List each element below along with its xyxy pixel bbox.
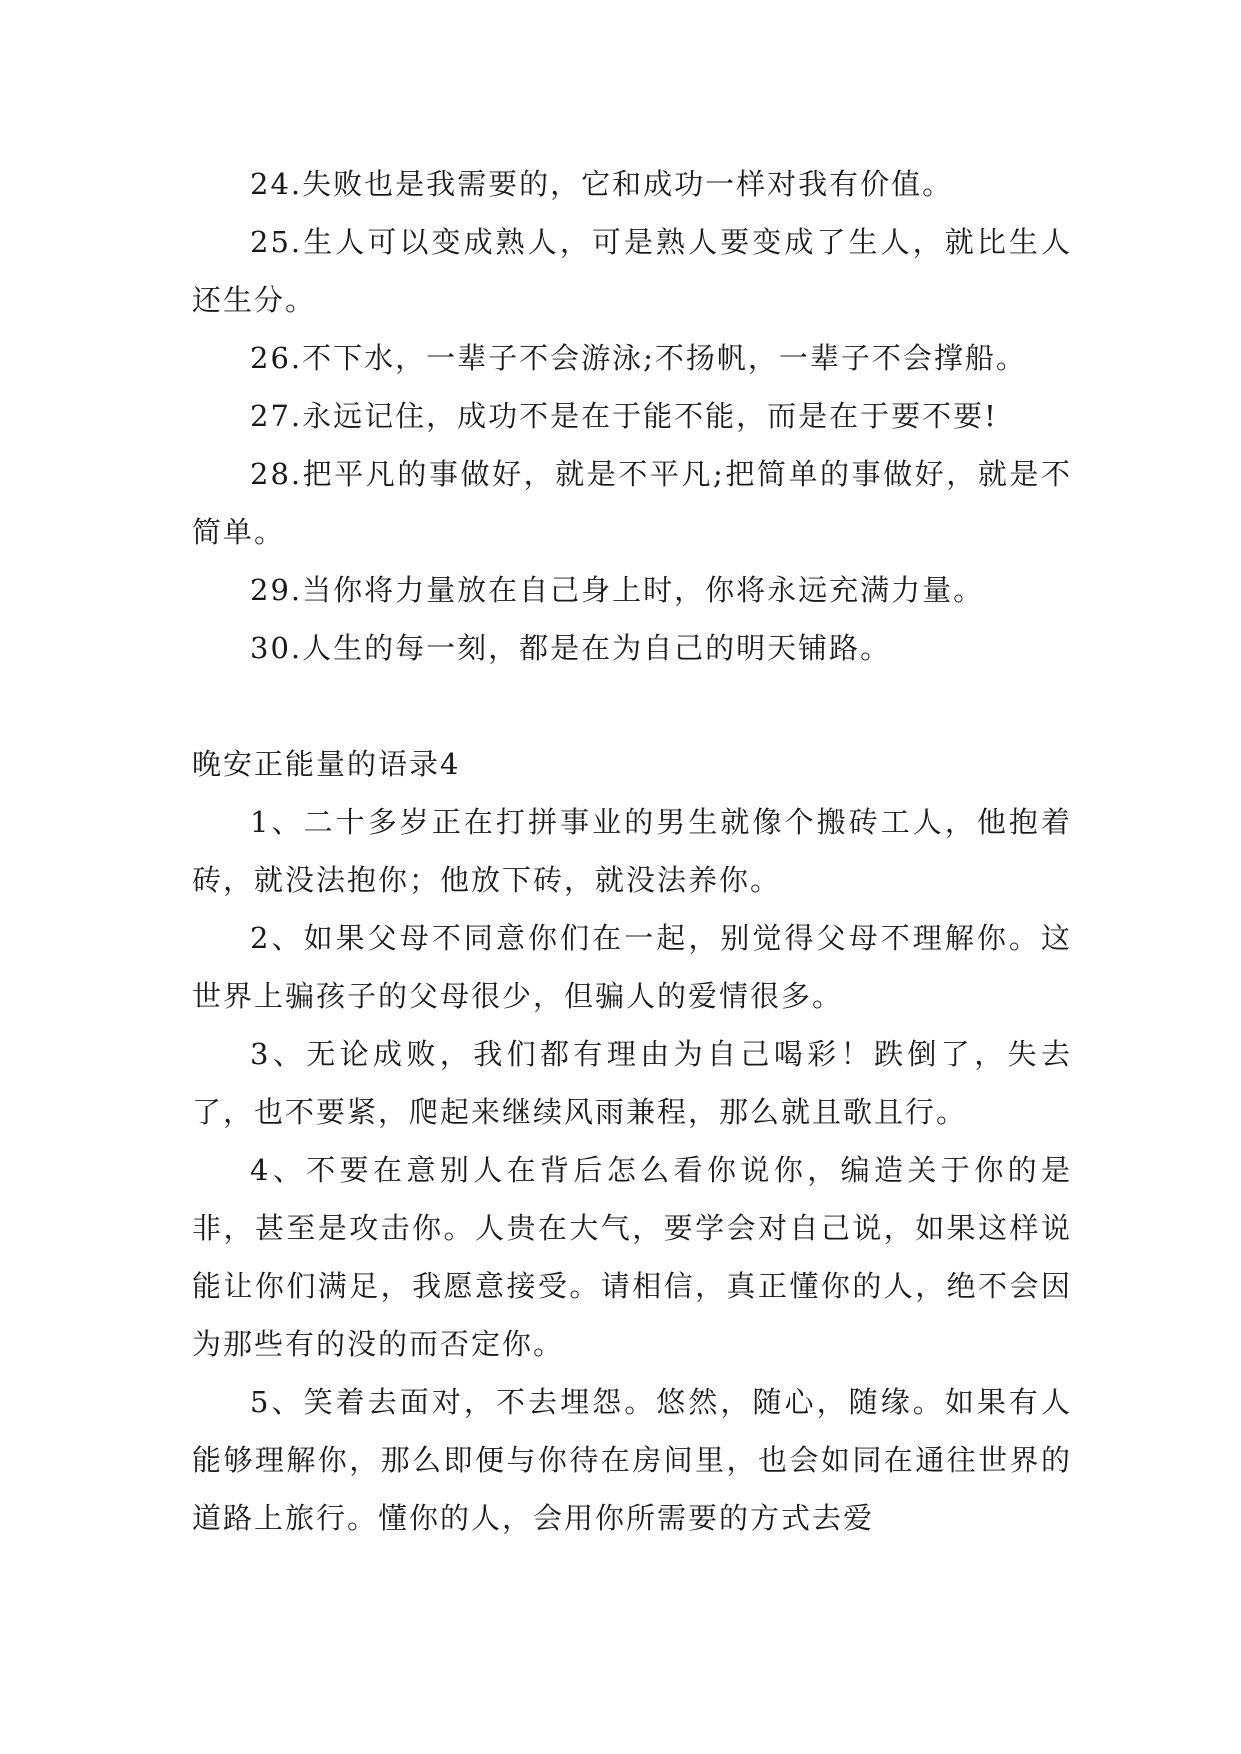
section-heading: 晚安正能量的语录4 (192, 747, 461, 781)
quote-item: 30.人生的每一刻，都是在为自己的明天铺路。 (250, 631, 892, 665)
quote-item: 28.把平凡的事做好，就是不平凡;把简单的事做好，就是不简单。 (192, 457, 1072, 549)
quote-item: 4、不要在意别人在背后怎么看你说你，编造关于你的是非，甚至是攻击你。人贵在大气，要学会对自己说，如果这样说能让你们满足，我愿意接受。请相信，真正懂你的人，绝不会因为那些有的没的而否定你。 (192, 1153, 1072, 1361)
document-body (192, 155, 1072, 1547)
quote-item: 1、二十多岁正在打拼事业的男生就像个搬砖工人，他抱着砖，就没法抱你；他放下砖，就没法养你。 (192, 805, 1072, 897)
quote-item: 29.当你将力量放在自己身上时，你将永远充满力量。 (250, 573, 985, 607)
quote-item: 24.失败也是我需要的，它和成功一样对我有价值。 (250, 167, 954, 201)
quote-item: 25.生人可以变成熟人，可是熟人要变成了生人，就比生人还生分。 (192, 225, 1072, 317)
quote-item: 5、笑着去面对，不去埋怨。悠然，随心，随缘。如果有人能够理解你，那么即便与你待在房间里，也会如同在通往世界的道路上旅行。懂你的人，会用你所需要的方式去爱 (192, 1385, 1072, 1535)
quote-item: 2、如果父母不同意你们在一起，别觉得父母不理解你。这世界上骗孩子的父母很少，但骗人的爱情很多。 (192, 921, 1072, 1013)
quote-item: 3、无论成败，我们都有理由为自己喝彩！跌倒了，失去了，也不要紧，爬起来继续风雨兼程，那么就且歌且行。 (192, 1037, 1072, 1129)
quote-item: 26.不下水，一辈子不会游泳;不扬帆，一辈子不会撑船。 (250, 341, 1027, 375)
quote-item: 27.永远记住，成功不是在于能不能，而是在于要不要! (250, 399, 998, 433)
